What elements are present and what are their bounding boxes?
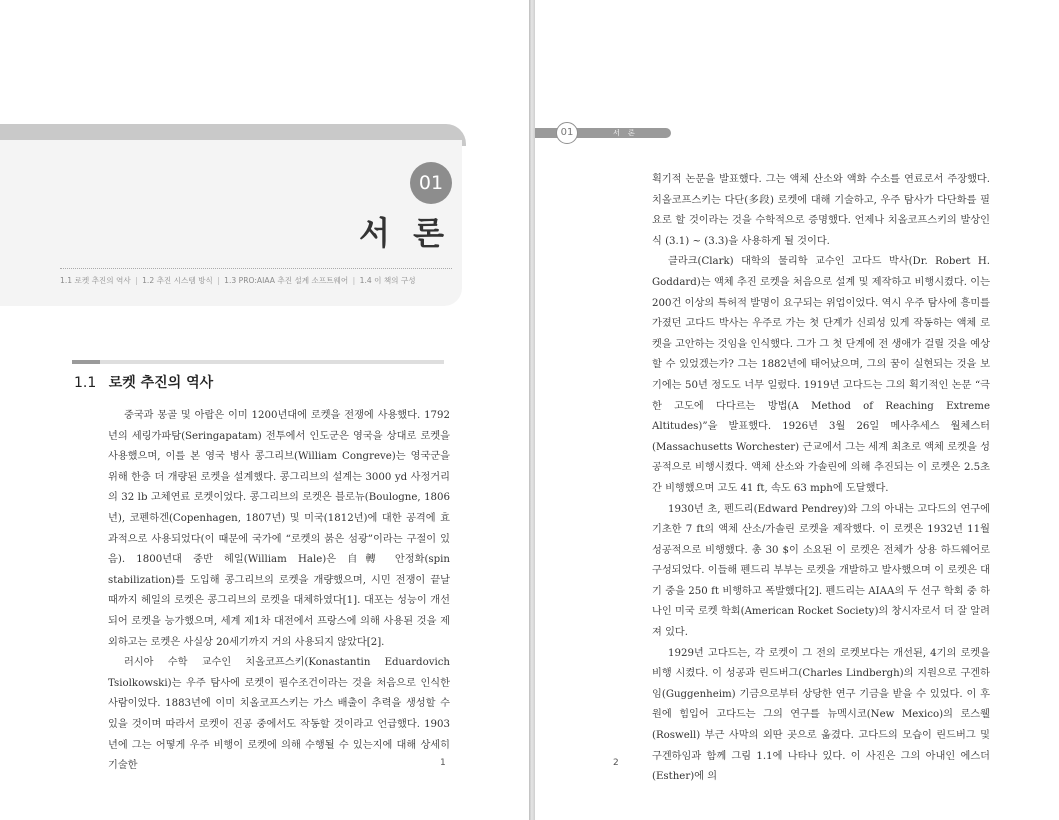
toc-separator: | xyxy=(217,276,220,285)
chapter-toc xyxy=(60,275,460,286)
left-body-text xyxy=(108,406,450,772)
right-page xyxy=(535,0,1059,820)
toc-item: 1.1 로켓 추진의 역사 xyxy=(60,276,131,285)
paragraph: 1930년 초, 펜드리(Edward Pendrey)와 그의 아내는 고다드의 연구에 기초한 7 ft의 액체 산소/가솔린 로켓을 제작했다. 이 로켓은 1932년 11월 성공적으로 비행했다. 총 30 $이 소요된 이 로켓은 전체가 상용 하드웨어로 구성되었다. 이들해 펜드리 부부는 로켓을 개발하고 발사했으며 이 로켓은 대기 중을 250 ft 비행하고 폭발했다[2]. 펜드리는 AIAA의 두 선구 학회 중 하나인 미국 로켓 학회(American Rocket Society)의 창시자로서 더 잘 알려져 있다. xyxy=(652,503,990,639)
toc-item: 1.4 이 책의 구성 xyxy=(359,276,416,285)
section-rule-accent xyxy=(72,360,100,364)
paragraph: 클라크(Clark) 대학의 물리학 교수인 고다드 박사(Dr. Robert H. Goddard)는 액체 추진 로켓을 처음으로 설계 및 제작하고 비행시켰다. 이는 200건 이상의 특허적 발명이 요구되는 위업이었다. 역시 우주 탐사에 흥미를 가졌던 고다드 박사는 우주로 가는 첫 단계가 신뢰성 있게 작동하는 액체 로켓을 고안하는 것임을 인식했다. 그가 그 첫 단계에 전 생애가 걸릴 것을 예상할 수 있었겠는가? 그는 1882년에 태어났으며, 그의 꿈이 실현되는 것을 보기에는 50년 정도도 너무 일렀다. 1919년 고다드는 그의 획기적인 논문 “극한 고도에 다다르는 방법(A Method of Reaching Extreme Altitudes)”을 발표했다. 1926년 3월 26일 메사추세스 월체스터(Massachusetts Worchester) 근교에서 그는 세계 최초로 액체 로켓을 성공적으로 비행시켰다. 액체 산소와 가솔린에 의해 추진되는 이 로켓은 2.5초간 비행했으며 고도 41 ft, 속도 63 mph에 도달했다. xyxy=(652,256,990,494)
running-chapter-title: 서 론 xyxy=(613,129,638,137)
toc-separator: | xyxy=(135,276,138,285)
paragraph: 중국과 몽골 및 아랍은 이미 1200년대에 로켓을 전쟁에 사용했다. 1792년의 세링가파탐(Seringapatam) 전투에서 인도군은 영국을 상대로 로켓을 사용했으며, 이를 본 영국 병사 콩그리브(William Congreve)는 영국군을 위해 한층 더 개량된 로켓을 설계했다. 콩그리브의 설계는 3000 yd 사정거리의 32 lb 고체연료 로켓이었다. 콩그리브의 로켓은 블로뉴(Boulogne, 1806년), 코펜하겐(Copenhagen, 1807년) 및 미국(1812년)에 대한 공격에 효과적으로 사용되었다(이 때문에 국가에 “로켓의 붉은 섬광”이라는 구절이 있음). 1800년대 중반 헤일(William Hale)은 自轉 안정화(spin stabilization)를 도입해 콩그리브의 로켓을 개량했으며, 시민 전쟁이 끝날 때까지 헤일의 로켓은 콩그리브의 로켓을 대체하였다[1]. 대포는 성능이 개선 되어 로켓을 능가했으며, 세계 제1차 대전에서 프랑스에 의해 사용된 것을 제외하고는 로켓은 사실상 20세기까지 거의 사용되지 않았다[2]. xyxy=(108,410,450,648)
chapter-divider xyxy=(60,268,452,269)
running-chapter-number: 01 xyxy=(556,122,578,144)
paragraph: 러시아 수학 교수인 치올코프스키(Konastantin Eduardovich Tsiolkowski)는 우주 탐사에 로켓이 필수조건이라는 것을 처음으로 인식한 사람이었다. 1883년에 이미 치올코프스키는 가스 배출이 추력을 생성할 수 있을 것이며 따라서 로켓이 진공 중에서도 작동할 것이라고 언급했다. 1903년에 그는 어떻게 우주 비행이 로켓에 의해 수행될 수 있는지에 대해 상세히 기술한 xyxy=(108,657,450,772)
toc-item: 1.3 PRO:AIAA 추진 설계 소프트웨어 xyxy=(224,276,349,285)
chapter-number-badge: 01 xyxy=(410,162,452,204)
toc-separator: | xyxy=(352,276,356,285)
right-body-text xyxy=(652,170,990,783)
section-rule xyxy=(72,360,444,364)
page-number: 1 xyxy=(440,758,446,768)
toc-item: 1.2 추진 시스템 방식 xyxy=(142,276,213,285)
section-heading xyxy=(74,372,213,392)
chapter-title: 서 론 xyxy=(359,214,450,252)
paragraph: 1929년 고다드는, 각 로켓이 그 전의 로켓보다는 개선된, 4기의 로켓을 비행 시켰다. 이 성공과 린드버그(Charles Lindbergh)의 지원으로 구겐하임(Guggenheim) 기금으로부터 상당한 연구 기금을 받을 수 있었다. 이 후원에 힘입어 고다드는 그의 연구를 뉴멕시코(New Mexico)의 로스웰(Roswell) 부근 사막의 외딴 곳으로 옮겼다. 고다드의 모습이 린드버그 및 구겐하임과 함께 그림 1.1에 나타나 있다. 이 사진은 그의 아내인 에스더(Esther)에 의 xyxy=(652,647,990,783)
section-title: 로켓 추진의 역사 xyxy=(108,375,214,391)
section-number: 1.1 xyxy=(74,375,97,391)
page-number: 2 xyxy=(613,758,619,768)
paragraph: 획기적 논문을 발표했다. 그는 액체 산소와 액화 수소를 연료로서 주장했다. 치올코프스키는 다단(多段) 로켓에 대해 기술하고, 우주 탐사가 다단화를 필요로 할 것이라는 것을 수학적으로 증명했다. 언제나 치올코프스키의 발상인 식 (3.1) ~ (3.3)을 사용하게 될 것이다. xyxy=(652,174,990,247)
